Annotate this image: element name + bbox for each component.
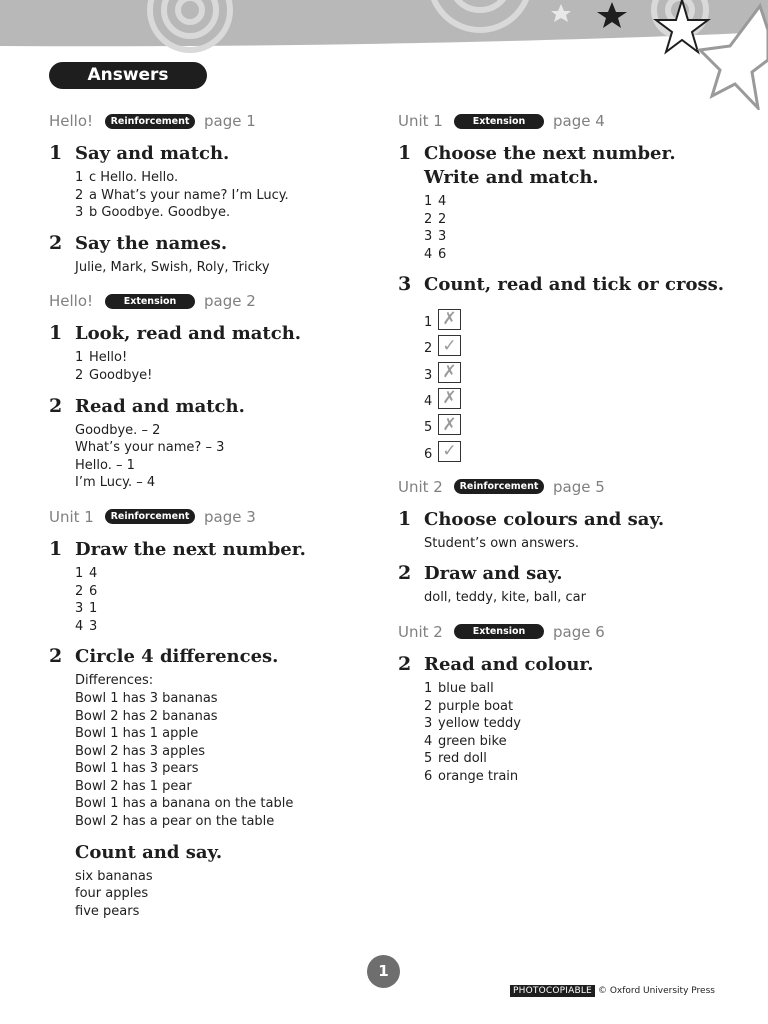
answer-text: five pears: [75, 903, 140, 919]
cross-icon: ✗: [438, 362, 461, 383]
answer-line: [75, 885, 389, 903]
answer-item-number: 2: [424, 211, 433, 227]
exercise-title-block: [424, 508, 724, 532]
section-heading: [398, 621, 738, 643]
answer-item-number: 1: [424, 680, 433, 696]
answer-line: [75, 778, 389, 796]
answer-line: [75, 795, 389, 813]
answer-text: Bowl 1 has a banana on the table: [75, 796, 294, 812]
exercise-title-block: [75, 142, 375, 166]
answer-line: [75, 725, 389, 743]
answer-text: 2: [438, 211, 447, 227]
exercise-heading: [49, 538, 389, 562]
answer-line: [75, 690, 389, 708]
unit-label: Unit 1: [398, 112, 443, 130]
answer-item-number: 2: [424, 698, 433, 714]
answer-line: [75, 708, 389, 726]
answers-title: Answers: [49, 62, 207, 89]
answer-text: four apples: [75, 886, 149, 902]
tick-cross-row: [424, 409, 738, 435]
left-column: [49, 110, 389, 920]
exercise-title-block: [75, 322, 375, 346]
tick-cross-row: [424, 303, 738, 329]
section-type-badge: Extension: [105, 294, 195, 309]
answer-item-number: 2: [75, 187, 84, 203]
page-number: 1: [367, 955, 400, 988]
answer-item-number: 2: [75, 583, 84, 599]
exercise-title: Say the names.: [75, 232, 228, 254]
answer-list: [424, 193, 738, 263]
exercise-title: Choose the next number.: [424, 143, 676, 164]
answer-text: c Hello. Hello.: [89, 170, 179, 185]
tick-cross-row: [424, 356, 738, 382]
exercise-title: Count and say.: [75, 841, 223, 863]
answer-list: [424, 535, 738, 553]
answer-list: [75, 672, 389, 830]
tick-icon: ✓: [438, 441, 461, 462]
exercise-heading: [398, 273, 738, 297]
answer-text: Hello!: [89, 350, 128, 366]
exercise-title-block: [75, 538, 375, 562]
answer-text: Julie, Mark, Swish, Roly, Tricky: [75, 259, 270, 275]
exercise-number: 1: [49, 322, 63, 345]
exercise-title: Say and match.: [75, 143, 230, 164]
section-heading: [398, 476, 738, 498]
exercise-title: Read and match.: [75, 395, 245, 417]
answer-section: [49, 110, 389, 276]
unit-label: Unit 2: [398, 477, 443, 496]
answer-section: [398, 621, 738, 786]
answer-line: [424, 768, 738, 786]
exercise-heading: [398, 142, 738, 190]
page-reference: page 4: [553, 112, 605, 130]
answer-text: 1: [89, 601, 98, 617]
photocopiable-label: PHOTOCOPIABLE: [510, 985, 595, 997]
answer-item-number: 3: [424, 716, 433, 732]
answer-line: [75, 600, 389, 618]
publisher-credit: © Oxford University Press: [597, 986, 715, 996]
exercise-number: 1: [398, 507, 412, 530]
exercise-title: Circle 4 differences.: [75, 646, 279, 668]
answer-line: [424, 750, 738, 768]
footer-credit: [510, 985, 715, 997]
answer-text: Student’s own answers.: [424, 535, 580, 551]
exercise-title: Count, read and tick or cross.: [424, 274, 724, 296]
answer-item-number: 4: [424, 733, 433, 749]
section-type-badge: Reinforcement: [105, 114, 195, 129]
exercise-heading: [398, 562, 738, 586]
exercise-title-block: [424, 142, 724, 190]
exercise-title-block: [424, 562, 724, 586]
answer-item-number: 5: [424, 420, 433, 436]
answer-text: green bike: [438, 733, 507, 749]
answer-line: [424, 680, 738, 698]
exercise-title-block: [424, 653, 724, 677]
answer-text: Goodbye!: [89, 367, 153, 383]
exercise-number: 2: [49, 645, 63, 668]
page-reference: page 2: [204, 292, 256, 311]
answer-item-number: 2: [75, 367, 84, 383]
tick-cross-row: [424, 435, 738, 461]
answer-text: Bowl 2 has 2 bananas: [75, 708, 218, 724]
answer-item-number: 5: [424, 751, 433, 767]
exercise-heading: [398, 508, 738, 532]
exercise-heading: [49, 322, 389, 346]
exercise-title: Look, read and match.: [75, 323, 302, 345]
answer-text: red doll: [438, 751, 487, 767]
answer-line: [75, 618, 389, 636]
answer-item-number: 4: [424, 246, 433, 262]
exercise-title: Draw the next number.: [75, 538, 306, 560]
answer-text: yellow teddy: [438, 716, 521, 732]
answer-item-number: 1: [75, 170, 84, 185]
unit-label: Hello!: [49, 112, 94, 130]
answer-list: [75, 349, 389, 384]
answer-line: [424, 211, 738, 229]
answer-item-number: 3: [424, 229, 433, 245]
answer-line: [75, 868, 389, 886]
answer-item-number: 1: [75, 565, 84, 581]
answer-item-number: 6: [424, 768, 433, 784]
answer-text: orange train: [438, 768, 519, 784]
answer-text: a What’s your name? I’m Lucy.: [89, 187, 289, 203]
tick-icon: ✓: [438, 335, 461, 356]
answer-line: [75, 565, 389, 583]
section-heading: [49, 506, 389, 528]
answer-line: [75, 439, 389, 457]
answer-text: Bowl 2 has 3 apples: [75, 743, 206, 759]
answer-list: [424, 680, 738, 786]
answer-item-number: 3: [75, 601, 84, 617]
answer-item-number: 2: [424, 341, 433, 357]
answer-text: Bowl 2 has 1 pear: [75, 778, 192, 794]
answer-text: Goodbye. – 2: [75, 422, 161, 438]
answer-text: Bowl 2 has a pear on the table: [75, 814, 275, 830]
page-reference: page 6: [553, 622, 605, 641]
unit-label: Unit 1: [49, 507, 94, 526]
answer-text: doll, teddy, kite, ball, car: [424, 590, 586, 606]
answer-line: [75, 204, 389, 222]
answer-line: [75, 474, 389, 492]
answer-list: [75, 422, 389, 492]
answer-text: I’m Lucy. – 4: [75, 475, 156, 491]
answer-item-number: 1: [424, 194, 433, 209]
exercise-heading: [49, 841, 389, 865]
answer-text: 4: [89, 565, 98, 581]
exercise-heading: [49, 232, 389, 256]
exercise-title-block: [75, 395, 375, 419]
exercise-title-block: [75, 841, 375, 865]
exercise-title-block: [75, 645, 375, 669]
page-reference: page 1: [204, 112, 256, 130]
answer-section: [49, 506, 389, 921]
answer-line: [75, 903, 389, 921]
answer-item-number: 6: [424, 446, 433, 462]
answer-text: 6: [438, 246, 447, 262]
exercise-title-block: [424, 273, 724, 297]
exercise-number: 2: [49, 231, 63, 254]
answer-line: [75, 743, 389, 761]
answer-list: [75, 565, 389, 635]
exercise-heading: [49, 142, 389, 166]
section-heading: [49, 110, 389, 132]
answer-line: [424, 228, 738, 246]
tick-cross-row: [424, 383, 738, 409]
answer-section: [398, 476, 738, 607]
cross-icon: ✗: [438, 309, 461, 330]
answer-line: [75, 672, 389, 690]
exercise-title-line-2: Write and match.: [424, 167, 599, 188]
answer-item-number: 4: [75, 618, 84, 634]
exercise-title: Read and colour.: [424, 653, 594, 675]
answer-line: [424, 715, 738, 733]
page-reference: page 5: [553, 477, 605, 496]
section-heading: [398, 110, 738, 132]
answer-section: [398, 110, 738, 462]
answer-line: [75, 259, 389, 277]
answer-line: [75, 367, 389, 385]
answer-item-number: 3: [424, 367, 433, 383]
answer-line: [75, 457, 389, 475]
answer-line: [75, 187, 389, 205]
answer-text: Differences:: [75, 673, 154, 689]
cross-icon: ✗: [438, 414, 461, 435]
cross-icon: ✗: [438, 388, 461, 409]
exercise-number: 2: [398, 652, 412, 675]
page-reference: page 3: [204, 507, 256, 526]
unit-label: Unit 2: [398, 622, 443, 641]
exercise-number: 2: [49, 394, 63, 417]
exercise-number: 2: [398, 562, 412, 585]
answer-list: [75, 169, 389, 222]
answer-text: Bowl 1 has 3 bananas: [75, 690, 218, 706]
exercise-title-block: [75, 232, 375, 256]
exercise-number: 1: [398, 142, 412, 164]
answer-text: 3: [89, 618, 98, 634]
section-type-badge: Extension: [454, 114, 544, 129]
answer-text: 3: [438, 229, 447, 245]
exercise-heading: [49, 645, 389, 669]
answer-text: Bowl 1 has 1 apple: [75, 726, 199, 742]
tick-cross-row: [424, 330, 738, 356]
answer-text: purple boat: [438, 698, 514, 714]
answer-list: [424, 589, 738, 607]
exercise-heading: [49, 395, 389, 419]
answer-text: What’s your name? – 3: [75, 440, 225, 456]
answer-line: [424, 535, 738, 553]
answer-list: [75, 868, 389, 921]
section-heading: [49, 290, 389, 312]
exercise-heading: [398, 653, 738, 677]
answer-text: 4: [438, 194, 447, 209]
right-column: [398, 110, 738, 785]
answer-line: [424, 733, 738, 751]
answer-text: six bananas: [75, 868, 153, 884]
answer-section: [49, 290, 389, 492]
answer-text: Hello. – 1: [75, 457, 135, 473]
answer-line: [75, 813, 389, 831]
answer-line: [424, 698, 738, 716]
exercise-number: 1: [49, 142, 63, 164]
answer-line: [75, 583, 389, 601]
header-banner: [0, 0, 768, 110]
answer-text: Bowl 1 has 3 pears: [75, 761, 199, 777]
answer-line: [424, 589, 738, 607]
answer-list: [75, 259, 389, 277]
answer-line: [75, 169, 389, 187]
answer-line: [75, 760, 389, 778]
exercise-number: 3: [398, 273, 412, 296]
section-type-badge: Extension: [454, 624, 544, 639]
answer-line: [424, 246, 738, 264]
answer-text: blue ball: [438, 680, 494, 696]
exercise-number: 1: [49, 537, 63, 560]
answer-text: 6: [89, 583, 98, 599]
exercise-title: Draw and say.: [424, 563, 563, 585]
answer-item-number: 4: [424, 393, 433, 409]
answer-item-number: 1: [75, 350, 84, 366]
answer-line: [75, 349, 389, 367]
answer-line: [75, 422, 389, 440]
unit-label: Hello!: [49, 292, 94, 311]
answer-line: [424, 193, 738, 211]
answer-item-number: 1: [424, 314, 433, 330]
exercise-title: Choose colours and say.: [424, 508, 665, 530]
tick-cross-list: [424, 303, 738, 461]
exercise-number: [49, 841, 75, 865]
section-type-badge: Reinforcement: [105, 509, 195, 524]
answer-item-number: 3: [75, 205, 84, 221]
section-type-badge: Reinforcement: [454, 479, 544, 494]
answer-text: b Goodbye. Goodbye.: [89, 205, 231, 221]
